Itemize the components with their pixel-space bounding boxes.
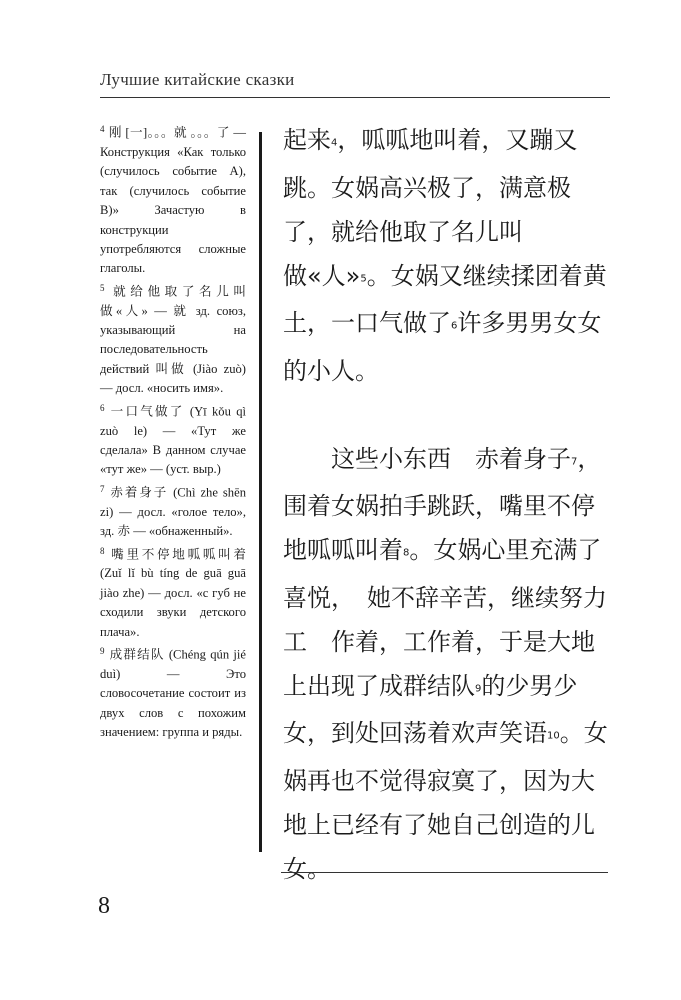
footnote-ref-4: 4 (331, 137, 338, 149)
text-run: 。女娲心里充满了喜悦， 她不辞辛苦，继续努力工 作着，工作着，于是大地上出现了成群结队 (283, 536, 607, 700)
text-run: 这些小东西 赤着身子 (331, 444, 571, 473)
footnote-8 (100, 542, 246, 643)
paragraph-1 (283, 118, 613, 393)
footnote-text: 一口气做了 (Yī kǒu qì zuò le) — «Тут же сделала» В данном случае «тут же» — (уст. выр.) (100, 404, 246, 477)
paragraph-2 (283, 437, 613, 891)
footnote-text: 就给他取了名儿叫做«人» — 就 зд. союз, указывающий на последовательность действий 叫做 (Jiào zuò) — досл. «носить имя». (100, 284, 246, 396)
text-run: ，呱呱地叫着，又蹦又跳。女娲高兴极了，满意极了，就给他取了名儿叫做«人» (283, 126, 578, 290)
header-divider (100, 97, 610, 98)
footnote-number: 7 (100, 483, 105, 494)
footnote-6 (100, 399, 246, 480)
footnote-number: 6 (100, 402, 105, 413)
footnotes-column (100, 120, 246, 743)
footnote-ref-10: 10 (547, 730, 560, 742)
footnote-ref-7: 7 (571, 456, 578, 467)
text-run: 的少男少女，到处回荡着欢声笑语 (283, 671, 578, 747)
footnote-text: 成群结队 (Chéng qún jié duì) — Это словосочетание состоит из двух слов с похожим значением: группа и ряды. (100, 647, 246, 740)
footnote-9 (100, 642, 246, 743)
footnote-number: 4 (100, 124, 105, 134)
text-run: 。女娲再也不觉得寂寞了，因为大地上已经有了她自己创造的儿女。 (283, 719, 608, 883)
footnote-5 (100, 279, 246, 399)
footnote-text: 嘴里不停地呱呱叫着 (Zuǐ lǐ bù tíng de guā guā jiào zhe) — досл. «с губ не сходили звуки детского плача». (100, 547, 246, 639)
text-run: 起来 (283, 126, 331, 154)
footer-divider (281, 872, 608, 873)
footnote-4 (100, 120, 246, 279)
column-divider-line (259, 132, 262, 852)
footnote-7 (100, 480, 246, 542)
footnote-number: 9 (100, 646, 105, 657)
footnote-ref-6: 6 (451, 320, 458, 332)
footnote-ref-9: 9 (475, 683, 482, 694)
footnote-ref-5: 5 (360, 273, 367, 284)
running-header: Лучшие китайские сказки (100, 70, 295, 89)
footnote-text: 刚 [一]。。。就 。。。了 — Конструкция «Как только (случилось событие А), так (случилось событие В)» Зачастую в конструкции употребляются сложные глаголы. (100, 125, 246, 276)
main-text-column (283, 118, 613, 891)
footnote-number: 5 (100, 282, 105, 293)
footnote-text: 赤着身子 (Chì zhe shēn zi) — досл. «голое тело», зд. 赤 — «обнаженный». (100, 485, 246, 539)
footnote-number: 8 (100, 545, 105, 556)
footnote-ref-8: 8 (403, 547, 410, 559)
text-run: ，围着女娲拍手跳跃，嘴里不停地呱呱叫着 (283, 444, 602, 564)
page-number: 8 (98, 893, 110, 919)
text-run: 。女娲又继续揉团着黄土，一口气做了 (283, 261, 607, 337)
text-run: 许多男男女女的小人。 (283, 309, 602, 385)
